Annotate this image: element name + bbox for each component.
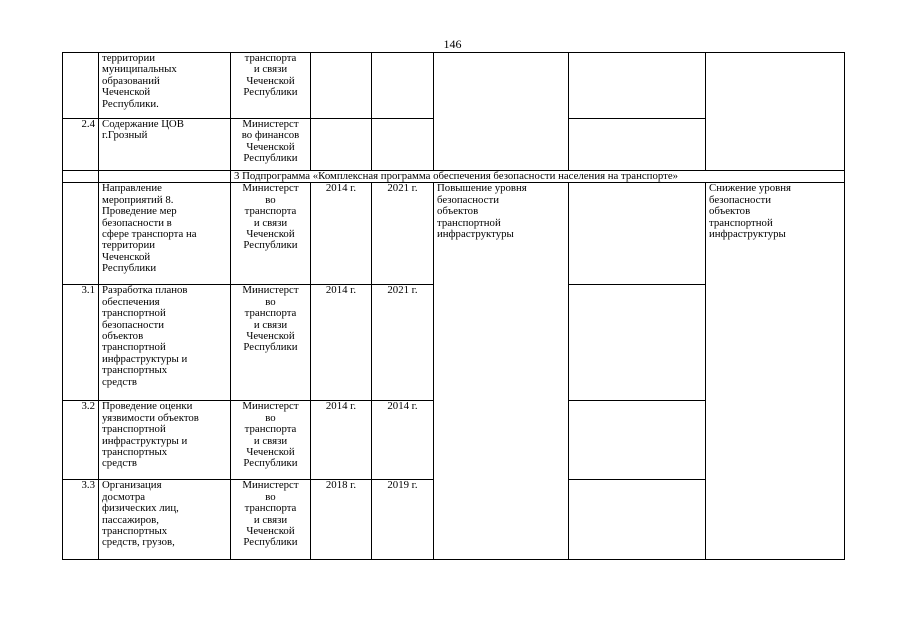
activity-name: Разработка планов обеспечения транспортной безопасности объектов транспортной инфраструктуры и транспортных средств bbox=[99, 285, 231, 401]
table-row bbox=[63, 183, 845, 285]
end-year: 2021 г. bbox=[372, 285, 434, 401]
executor: Министерст во транспорта и связи Чеченской Республики bbox=[231, 183, 311, 285]
activity-name: Направление мероприятий 8. Проведение мер безопасности в сфере транспорта на территории Чеченской Республики bbox=[99, 183, 231, 285]
expected-result bbox=[434, 53, 569, 171]
problems-cell bbox=[569, 183, 706, 285]
subprogram-title: 3 Подпрограмма «Комплексная программа обеспечения безопасности населения на транспорте» bbox=[231, 171, 845, 183]
end-year bbox=[372, 119, 434, 171]
end-year bbox=[372, 53, 434, 119]
end-year: 2019 г. bbox=[372, 480, 434, 560]
program-table bbox=[62, 52, 845, 560]
row-number: 3.2 bbox=[63, 401, 99, 480]
start-year bbox=[311, 119, 372, 171]
executor: Министерст во транспорта и связи Чеченской Республики bbox=[231, 480, 311, 560]
indicator-link: Снижение уровня безопасности объектов транспортной инфраструктуры bbox=[706, 183, 845, 560]
expected-result: Повышение уровня безопасности объектов транспортной инфраструктуры bbox=[434, 183, 569, 560]
executor: Министерст во транспорта и связи Чеченской Республики bbox=[231, 285, 311, 401]
start-year bbox=[311, 53, 372, 119]
executor: Министерст во финансов Чеченской Республики bbox=[231, 119, 311, 171]
row-number bbox=[63, 171, 99, 183]
activity-name: территории муниципальных образований Чеченской Республики. bbox=[99, 53, 231, 119]
end-year: 2021 г. bbox=[372, 183, 434, 285]
start-year: 2014 г. bbox=[311, 285, 372, 401]
start-year: 2014 г. bbox=[311, 183, 372, 285]
start-year: 2018 г. bbox=[311, 480, 372, 560]
end-year: 2014 г. bbox=[372, 401, 434, 480]
row-number: 3.1 bbox=[63, 285, 99, 401]
row-number: 2.4 bbox=[63, 119, 99, 171]
activity-name: Организация досмотра физических лиц, пассажиров, транспортных средств, грузов, bbox=[99, 480, 231, 560]
activity-name: Проведение оценки уязвимости объектов транспортной инфраструктуры и транспортных средств bbox=[99, 401, 231, 480]
activity-name: Содержание ЦОВ г.Грозный bbox=[99, 119, 231, 171]
problems-cell bbox=[569, 401, 706, 480]
row-number: 3.3 bbox=[63, 480, 99, 560]
table-row bbox=[63, 53, 845, 119]
start-year: 2014 г. bbox=[311, 401, 372, 480]
page-number: 146 bbox=[443, 37, 462, 51]
problems-cell bbox=[569, 285, 706, 401]
problems-cell bbox=[569, 480, 706, 560]
indicator-link bbox=[706, 53, 845, 171]
problems-cell bbox=[569, 53, 706, 119]
activity-name bbox=[99, 171, 231, 183]
executor: Министерст во транспорта и связи Чеченской Республики bbox=[231, 401, 311, 480]
row-number bbox=[63, 53, 99, 119]
row-number bbox=[63, 183, 99, 285]
executor: транспорта и связи Чеченской Республики bbox=[231, 53, 311, 119]
problems-cell bbox=[569, 119, 706, 171]
subprogram-row bbox=[63, 171, 845, 183]
